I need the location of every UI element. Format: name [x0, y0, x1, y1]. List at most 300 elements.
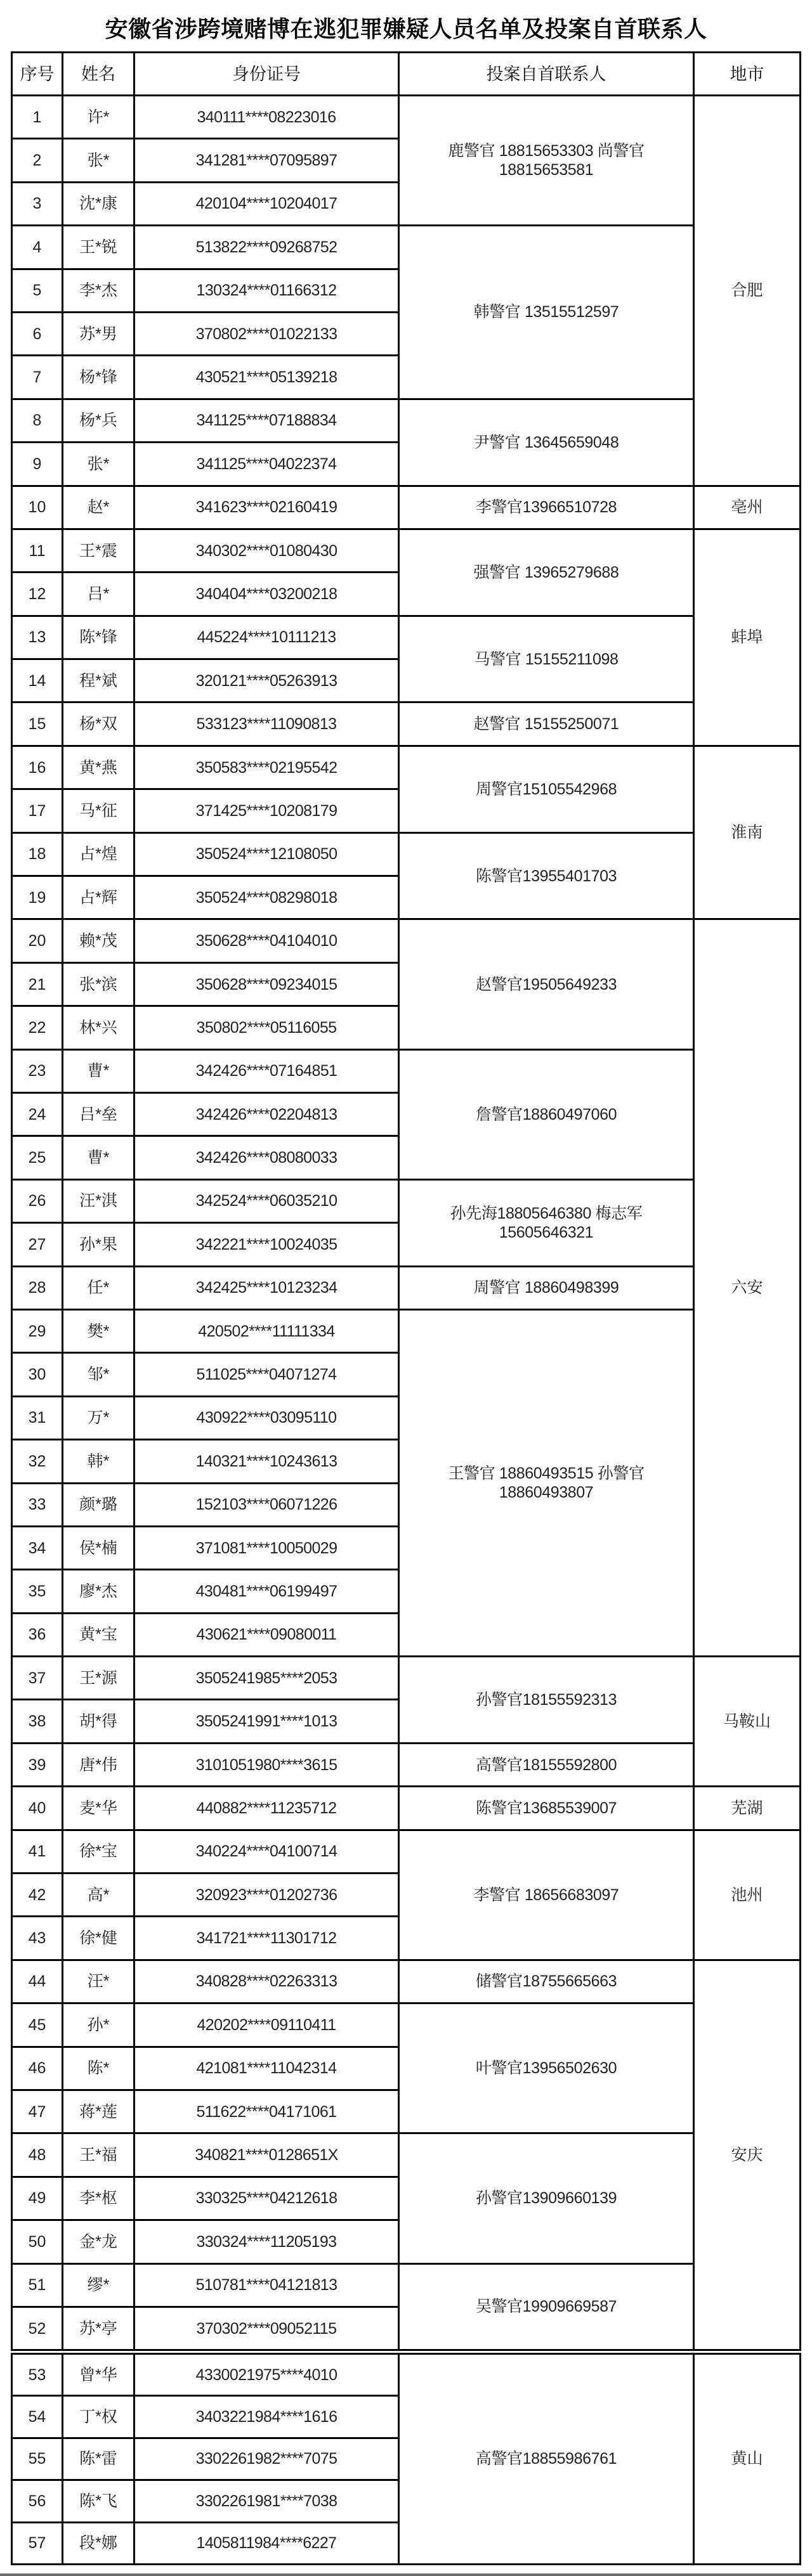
- cell-serial-number: 47: [12, 2090, 63, 2133]
- cell-contact: [399, 1049, 694, 1179]
- cell-id-number: [134, 1657, 399, 1700]
- cell-contact: [399, 96, 694, 226]
- id-number-text: 340404****03200218: [195, 585, 337, 603]
- contact-text: 孙警官18155592313: [475, 1690, 617, 1709]
- cell-city: 池州: [694, 1830, 801, 1960]
- cell-contact: [399, 1266, 694, 1309]
- cell-serial-number: 12: [12, 573, 63, 616]
- cell-id-number: [134, 399, 399, 442]
- cell-contact: [399, 702, 694, 746]
- cell-id-number: [134, 1917, 399, 1960]
- id-number-text: 350802****05116055: [196, 1018, 337, 1037]
- cell-contact: [399, 486, 694, 529]
- id-number-text: 341281****07095897: [195, 152, 337, 170]
- cell-serial-number: 23: [12, 1049, 63, 1092]
- contact-text: 陈警官13955401703: [475, 867, 617, 885]
- cell-id-number: [134, 1396, 399, 1439]
- cell-serial-number: 51: [12, 2263, 63, 2307]
- cell-name: 许*: [63, 96, 134, 139]
- id-number-text: 320121****05263913: [195, 671, 337, 690]
- cell-serial-number: 7: [12, 356, 63, 399]
- table-row: [12, 1743, 801, 1786]
- cell-name: 赖*茂: [63, 919, 134, 962]
- cell-name: 吕*: [63, 573, 134, 616]
- header-id-number: 身份证号: [134, 53, 399, 96]
- cell-name: 颜*璐: [63, 1483, 134, 1526]
- contact-text: 李警官 18656683097: [473, 1886, 619, 1904]
- id-number-text: 340224****04100714: [195, 1842, 337, 1861]
- table-row: [12, 1787, 801, 1830]
- id-number-text: 350628****09234015: [195, 975, 337, 994]
- cell-name: 徐*健: [63, 1917, 134, 1960]
- id-number-text: 350524****08298018: [195, 888, 337, 907]
- id-number-text: 340821****0128651X: [195, 2146, 338, 2165]
- cell-name: 樊*: [63, 1309, 134, 1352]
- id-number-text: 421081****11042314: [196, 2059, 337, 2078]
- cell-serial-number: 9: [12, 443, 63, 486]
- cell-id-number: [134, 1092, 399, 1136]
- cell-id-number: [134, 1049, 399, 1092]
- id-number-text: 3505241991****1013: [195, 1712, 337, 1731]
- cell-id-number: [134, 2133, 399, 2177]
- id-number-text: 430481****06199497: [195, 1582, 337, 1600]
- table-row: [12, 919, 801, 962]
- cell-id-number: [134, 2522, 399, 2564]
- cell-serial-number: 56: [12, 2480, 63, 2522]
- table-row: [12, 1830, 801, 1873]
- cell-name: 缪*: [63, 2263, 134, 2307]
- cell-id-number: [134, 2307, 399, 2350]
- id-number-text: 342426****02204813: [195, 1105, 337, 1123]
- cell-name: 黄*燕: [63, 746, 134, 789]
- cell-name: 邹*: [63, 1353, 134, 1396]
- table-row: [12, 1266, 801, 1309]
- table-row: [12, 2263, 801, 2307]
- cell-serial-number: 27: [12, 1223, 63, 1266]
- cell-serial-number: 38: [12, 1700, 63, 1743]
- cell-serial-number: 45: [12, 2003, 63, 2047]
- id-number-text: 342524****06035210: [195, 1192, 337, 1210]
- cell-serial-number: 46: [12, 2047, 63, 2090]
- cell-contact: [399, 2263, 694, 2350]
- id-number-text: 420104****10204017: [195, 195, 337, 213]
- id-number-text: 152103****06071226: [195, 1496, 337, 1514]
- cell-serial-number: 31: [12, 1396, 63, 1439]
- cell-serial-number: 8: [12, 399, 63, 442]
- cell-serial-number: 24: [12, 1092, 63, 1136]
- cell-serial-number: 44: [12, 1960, 63, 2003]
- table-row: [12, 2003, 801, 2047]
- cell-id-number: [134, 789, 399, 832]
- cell-name: 汪*淇: [63, 1179, 134, 1222]
- cell-id-number: [134, 2354, 399, 2396]
- cell-id-number: [134, 182, 399, 225]
- table-row: [12, 702, 801, 746]
- cell-id-number: [134, 876, 399, 919]
- cell-id-number: [134, 1223, 399, 1266]
- table-header-row: [12, 53, 801, 96]
- cell-id-number: [134, 1440, 399, 1483]
- cell-contact: [399, 2003, 694, 2133]
- cell-serial-number: 10: [12, 486, 63, 529]
- cell-id-number: [134, 746, 399, 789]
- cell-serial-number: 36: [12, 1613, 63, 1656]
- cell-contact: [399, 2354, 694, 2565]
- cell-city: 六安: [694, 919, 801, 1657]
- id-number-text: 3302261982****7075: [195, 2450, 337, 2468]
- contact-text: 高警官18855986761: [475, 2450, 617, 2468]
- contact-text: 周警官15105542968: [475, 780, 617, 798]
- cell-serial-number: 41: [12, 1830, 63, 1873]
- cell-id-number: [134, 443, 399, 486]
- cell-id-number: [134, 2263, 399, 2307]
- cell-name: 孙*: [63, 2003, 134, 2047]
- id-number-text: 350583****02195542: [195, 758, 337, 777]
- contact-text: 高警官18155592800: [475, 1756, 617, 1774]
- cell-name: 苏*亭: [63, 2307, 134, 2350]
- header-city: 地市: [694, 53, 801, 96]
- cell-id-number: [134, 1309, 399, 1352]
- id-number-text: 440882****11235712: [196, 1799, 337, 1817]
- fugitive-table-section: [11, 51, 801, 2351]
- id-number-text: 140321****10243613: [195, 1452, 337, 1470]
- cell-name: 苏*男: [63, 312, 134, 355]
- id-number-text: 533123****11090813: [196, 715, 337, 734]
- cell-serial-number: 25: [12, 1136, 63, 1179]
- cell-serial-number: 1: [12, 96, 63, 139]
- id-number-text: 350524****12108050: [195, 845, 337, 864]
- table-row: [12, 226, 801, 269]
- cell-serial-number: 11: [12, 529, 63, 572]
- cell-contact: [399, 1179, 694, 1266]
- cell-name: 李*枢: [63, 2177, 134, 2220]
- cell-id-number: [134, 139, 399, 182]
- id-number-text: 342426****08080033: [195, 1149, 337, 1167]
- cell-serial-number: 48: [12, 2133, 63, 2177]
- cell-name: 高*: [63, 1874, 134, 1917]
- cell-id-number: [134, 1874, 399, 1917]
- cell-serial-number: 43: [12, 1917, 63, 1960]
- id-number-text: 320923****01202736: [195, 1886, 337, 1904]
- cell-id-number: [134, 1136, 399, 1179]
- cell-name: 金*龙: [63, 2220, 134, 2263]
- cell-serial-number: 15: [12, 702, 63, 746]
- contact-text: 鹿警官 18815653303 尚警官 18815653581: [448, 142, 645, 179]
- cell-serial-number: 32: [12, 1440, 63, 1483]
- cell-name: 林*兴: [63, 1006, 134, 1049]
- cell-contact: [399, 919, 694, 1049]
- contact-text: 马警官 15155211098: [474, 650, 619, 668]
- id-number-text: 341125****04022374: [196, 455, 337, 473]
- id-number-text: 3302261981****7038: [195, 2492, 337, 2510]
- cell-name: 侯*楠: [63, 1526, 134, 1569]
- cell-name: 张*滨: [63, 962, 134, 1006]
- cell-city: 安庆: [694, 1960, 801, 2350]
- cell-serial-number: 34: [12, 1526, 63, 1569]
- id-number-text: 342426****07164851: [195, 1062, 337, 1080]
- cell-name: 陈*锋: [63, 616, 134, 659]
- id-number-text: 430521****05139218: [195, 368, 337, 387]
- cell-serial-number: 35: [12, 1570, 63, 1613]
- cell-name: 汪*: [63, 1960, 134, 2003]
- id-number-text: 370802****01022133: [195, 325, 337, 343]
- contact-text: 王警官 18860493515 孙警官 18860493807: [448, 1465, 645, 1501]
- id-number-text: 341721****11301712: [196, 1929, 337, 1948]
- cell-id-number: [134, 2003, 399, 2047]
- table-row: [12, 1657, 801, 1700]
- cell-name: 万*: [63, 1396, 134, 1439]
- cell-id-number: [134, 659, 399, 702]
- id-number-text: 430621****09080011: [196, 1626, 337, 1644]
- id-number-text: 330325****04212618: [195, 2189, 337, 2208]
- id-number-text: 3101051980****3615: [195, 1756, 337, 1774]
- cell-id-number: [134, 2090, 399, 2133]
- id-number-text: 341623****02160419: [195, 498, 337, 517]
- cell-city: 淮南: [694, 746, 801, 919]
- cell-id-number: [134, 356, 399, 399]
- cell-id-number: [134, 1830, 399, 1873]
- cell-contact: [399, 746, 694, 832]
- cell-name: 孙*果: [63, 1223, 134, 1266]
- cell-name: 杨*兵: [63, 399, 134, 442]
- id-number-text: 371081****10050029: [195, 1539, 337, 1557]
- cell-name: 蒋*莲: [63, 2090, 134, 2133]
- id-number-text: 340111****08223016: [197, 108, 336, 126]
- cell-serial-number: 33: [12, 1483, 63, 1526]
- cell-name: 曹*: [63, 1136, 134, 1179]
- cell-contact: [399, 1787, 694, 1830]
- cell-contact: [399, 1960, 694, 2003]
- cell-name: 王*锐: [63, 226, 134, 269]
- cell-serial-number: 54: [12, 2396, 63, 2438]
- cell-city: 黄山: [694, 2354, 801, 2565]
- cell-name: 占*辉: [63, 876, 134, 919]
- cell-name: 马*征: [63, 789, 134, 832]
- cell-contact: [399, 832, 694, 919]
- table-row: [12, 96, 801, 139]
- cell-name: 王*震: [63, 529, 134, 572]
- id-number-text: 511622****04171061: [196, 2102, 337, 2121]
- table-row: [12, 399, 801, 442]
- cell-name: 杨*锋: [63, 356, 134, 399]
- cell-name: 李*杰: [63, 269, 134, 312]
- table-row: [12, 529, 801, 572]
- cell-serial-number: 17: [12, 789, 63, 832]
- cell-serial-number: 3: [12, 182, 63, 225]
- contact-text: 叶警官13956502630: [475, 2059, 617, 2078]
- cell-city: 芜湖: [694, 1787, 801, 1830]
- cell-city: 合肥: [694, 96, 801, 486]
- cell-serial-number: 40: [12, 1787, 63, 1830]
- contact-text: 孙先海18805646380 梅志军 15605646321: [450, 1204, 643, 1241]
- id-number-text: 340302****01080430: [195, 541, 337, 560]
- contact-text: 陈警官13685539007: [475, 1799, 617, 1817]
- page-title: 安徽省涉跨境赌博在逃犯罪嫌疑人员名单及投案自首联系人: [105, 16, 707, 42]
- table-row: [12, 1960, 801, 2003]
- contact-text: 李警官13966510728: [475, 498, 617, 517]
- cell-serial-number: 37: [12, 1657, 63, 1700]
- table-row: [12, 486, 801, 529]
- cell-contact: [399, 529, 694, 616]
- contact-text: 赵警官 15155250071: [473, 715, 619, 734]
- cell-name: 廖*杰: [63, 1570, 134, 1613]
- id-number-text: 1405811984****6227: [196, 2534, 337, 2553]
- id-number-text: 3505241985****2053: [195, 1669, 337, 1687]
- cell-name: 陈*飞: [63, 2480, 134, 2522]
- cell-id-number: [134, 1570, 399, 1613]
- id-number-text: 341125****07188834: [196, 411, 337, 430]
- cell-serial-number: 20: [12, 919, 63, 962]
- cell-name: 曹*: [63, 1049, 134, 1092]
- cell-serial-number: 18: [12, 832, 63, 876]
- contact-text: 孙警官13909660139: [475, 2189, 617, 2208]
- id-number-text: 330324****11205193: [196, 2232, 337, 2251]
- cell-id-number: [134, 1960, 399, 2003]
- cell-id-number: [134, 1743, 399, 1786]
- cell-serial-number: 5: [12, 269, 63, 312]
- cell-contact: [399, 616, 694, 702]
- cell-id-number: [134, 1787, 399, 1830]
- table-row: [12, 2354, 801, 2396]
- cell-contact: [399, 1309, 694, 1656]
- cell-name: 麦*华: [63, 1787, 134, 1830]
- id-number-text: 511025****04071274: [196, 1366, 337, 1384]
- cell-serial-number: 50: [12, 2220, 63, 2263]
- cell-name: 唐*伟: [63, 1743, 134, 1786]
- header-serial-number: 序号: [12, 53, 63, 96]
- contact-text: 周警官 18860498399: [473, 1279, 619, 1297]
- cell-serial-number: 26: [12, 1179, 63, 1222]
- id-number-text: 371425****10208179: [195, 801, 337, 820]
- cell-serial-number: 16: [12, 746, 63, 789]
- cell-id-number: [134, 96, 399, 139]
- cell-name: 陈*: [63, 2047, 134, 2090]
- cell-id-number: [134, 2047, 399, 2090]
- id-number-text: 340828****02263313: [195, 1972, 337, 1991]
- id-number-text: 445224****10111213: [197, 628, 336, 647]
- id-number-text: 510781****04121813: [195, 2276, 337, 2294]
- cell-contact: [399, 1657, 694, 1744]
- cell-name: 张*: [63, 443, 134, 486]
- cell-name: 杨*双: [63, 702, 134, 746]
- cell-id-number: [134, 1179, 399, 1222]
- cell-id-number: [134, 2480, 399, 2522]
- cell-id-number: [134, 2177, 399, 2220]
- header-contact: 投案自首联系人: [399, 53, 694, 96]
- cell-name: 曾*华: [63, 2354, 134, 2396]
- cell-serial-number: 21: [12, 962, 63, 1006]
- cell-name: 占*煌: [63, 832, 134, 876]
- cell-contact: [399, 399, 694, 486]
- cell-name: 任*: [63, 1266, 134, 1309]
- cell-id-number: [134, 269, 399, 312]
- cell-serial-number: 30: [12, 1353, 63, 1396]
- cell-id-number: [134, 226, 399, 269]
- cell-id-number: [134, 312, 399, 355]
- id-number-text: 420202****09110411: [197, 2016, 336, 2034]
- cell-id-number: [134, 573, 399, 616]
- id-number-text: 370302****09052115: [196, 2319, 337, 2338]
- cell-contact: [399, 1743, 694, 1786]
- cell-name: 黄*宝: [63, 1613, 134, 1656]
- cell-serial-number: 39: [12, 1743, 63, 1786]
- id-number-text: 420502****11111334: [198, 1322, 335, 1340]
- cell-serial-number: 49: [12, 2177, 63, 2220]
- table-row: [12, 2133, 801, 2177]
- cell-serial-number: 55: [12, 2438, 63, 2480]
- cell-id-number: [134, 832, 399, 876]
- cell-id-number: [134, 1006, 399, 1049]
- cell-id-number: [134, 2438, 399, 2480]
- contact-text: 吴警官19909669587: [475, 2298, 617, 2316]
- cell-city: 亳州: [694, 486, 801, 529]
- cell-serial-number: 42: [12, 1874, 63, 1917]
- cell-serial-number: 19: [12, 876, 63, 919]
- cell-id-number: [134, 2396, 399, 2438]
- cell-serial-number: 2: [12, 139, 63, 182]
- cell-contact: [399, 226, 694, 399]
- cell-id-number: [134, 1483, 399, 1526]
- cell-name: 张*: [63, 139, 134, 182]
- table-row: [12, 1309, 801, 1352]
- bottom-divider: [0, 2573, 812, 2576]
- contact-text: 詹警官18860497060: [475, 1105, 617, 1123]
- id-number-text: 342221****10024035: [195, 1235, 337, 1253]
- cell-name: 王*福: [63, 2133, 134, 2177]
- table-row: [12, 1179, 801, 1222]
- header-name: 姓名: [63, 53, 134, 96]
- cell-id-number: [134, 1700, 399, 1743]
- fugitive-table-section: [11, 2353, 801, 2565]
- contact-text: 尹警官 13645659048: [473, 433, 619, 451]
- cell-serial-number: 13: [12, 616, 63, 659]
- cell-id-number: [134, 919, 399, 962]
- cell-name: 程*斌: [63, 659, 134, 702]
- cell-serial-number: 29: [12, 1309, 63, 1352]
- cell-name: 赵*: [63, 486, 134, 529]
- cell-id-number: [134, 1353, 399, 1396]
- table-row: [12, 746, 801, 789]
- cell-id-number: [134, 2220, 399, 2263]
- cell-name: 丁*权: [63, 2396, 134, 2438]
- contact-text: 储警官18755665663: [475, 1972, 617, 1991]
- cell-name: 胡*得: [63, 1700, 134, 1743]
- id-number-text: 130324****01166312: [196, 282, 337, 300]
- cell-name: 韩*: [63, 1440, 134, 1483]
- cell-serial-number: 6: [12, 312, 63, 355]
- id-number-text: 430922****03095110: [196, 1409, 337, 1427]
- cell-city: 蚌埠: [694, 529, 801, 746]
- cell-name: 陈*雷: [63, 2438, 134, 2480]
- cell-serial-number: 22: [12, 1006, 63, 1049]
- cell-contact: [399, 2133, 694, 2263]
- cell-serial-number: 53: [12, 2354, 63, 2396]
- cell-name: 徐*宝: [63, 1830, 134, 1873]
- contact-text: 韩警官 13515512597: [473, 303, 619, 321]
- cell-id-number: [134, 1266, 399, 1309]
- table-row: [12, 1049, 801, 1092]
- id-number-text: 3403221984****1616: [195, 2408, 337, 2426]
- cell-id-number: [134, 616, 399, 659]
- cell-serial-number: 14: [12, 659, 63, 702]
- cell-serial-number: 52: [12, 2307, 63, 2350]
- id-number-text: 350628****04104010: [195, 932, 337, 950]
- cell-id-number: [134, 486, 399, 529]
- id-number-text: 342425****10123234: [195, 1279, 337, 1297]
- cell-name: 沈*康: [63, 182, 134, 225]
- cell-serial-number: 57: [12, 2522, 63, 2564]
- cell-contact: [399, 1830, 694, 1960]
